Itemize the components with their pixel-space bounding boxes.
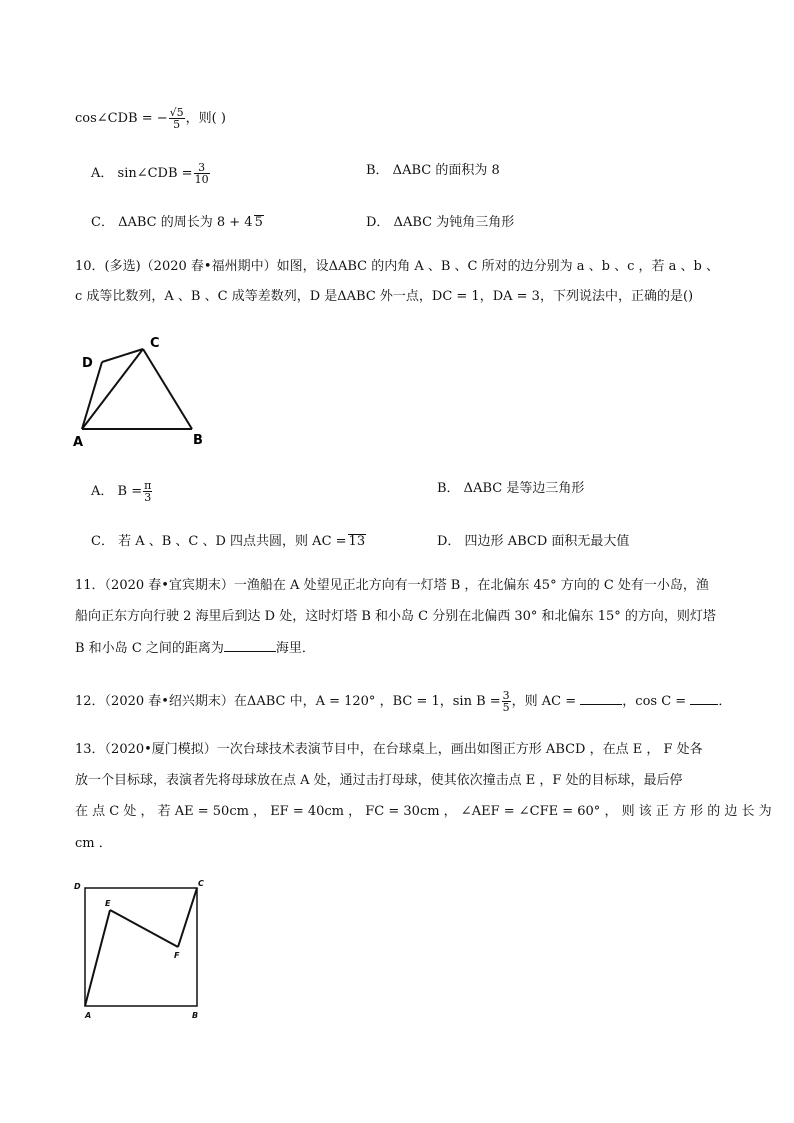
q13-figure — [72, 875, 217, 1025]
q9-option-d: D． ΔABC 为钝角三角形 — [366, 215, 515, 230]
label-d: D — [82, 356, 93, 371]
q13-stem-line4: cm ． — [75, 836, 112, 851]
q9-option-c: C． ΔABC 的周长为 8 + 4 5 — [91, 215, 263, 230]
segment-fc — [178, 888, 197, 947]
segment-ad — [82, 362, 102, 429]
label-b: B — [192, 1011, 199, 1020]
label-c: C — [150, 336, 160, 351]
q9-option-b: B． ΔABC 的面积为 8 — [366, 163, 500, 178]
q10-stem-line1: 10．(多选)（2020 春•福州期中）如图，设ΔABC 的内角 A 、B 、C 所对的边分别为 a 、b 、c ，若 a 、b 、 — [75, 259, 719, 274]
q9-stem-fraction: $\frac{√5}{5}$ — [169, 106, 184, 131]
q9-stem: cos∠CDB = − $\frac{√5}{5}$ ，则( ) — [75, 106, 226, 131]
q13-stem-line2: 放一个目标球，表演者先将母球放在点 A 处，通过击打母球，使其依次撞击点 E ，F 处的目标球，最后停 — [75, 773, 683, 788]
q10-option-a: A． B = $\frac{\pi}{3}$ — [91, 479, 152, 504]
answer-blank[interactable] — [224, 639, 276, 652]
label-a: A — [85, 1011, 92, 1020]
q11-stem-line1: 11．（2020 春•宜宾期末）一渔船在 A 处望见正北方向有一灯塔 B ，在北偏东 45° 方向的 C 处有一小岛，渔 — [75, 578, 709, 593]
label-a: A — [73, 435, 84, 450]
segment-ef — [110, 910, 178, 947]
q11-stem-line2: 船向正东方向行驶 2 海里后到达 D 处，这时灯塔 B 和小岛 C 分别在北偏西 30° 和北偏东 15° 的方向，则灯塔 — [75, 609, 716, 624]
q9-option-a: A． sin∠CDB = $\frac{3}{10}$ — [91, 161, 209, 186]
q12-stem: 12．（2020 春•绍兴期末）在ΔABC 中，A = 120° ，BC = 1，sin B = $\frac{3}{5}$ ，则 AC = ，cos C = ． — [75, 689, 732, 714]
label-f: F — [174, 951, 180, 960]
q10-figure — [70, 330, 220, 450]
q10-option-d: D． 四边形 ABCD 面积无最大值 — [437, 534, 630, 549]
label-b: B — [193, 433, 203, 448]
label-c: C — [198, 879, 204, 888]
q13-stem-line3: 在 点 C 处 ， 若 AE = 50cm ， EF = 40cm ， FC = 30cm ， ∠AEF = ∠CFE = 60° ， 则 该 正 方 形 的 边 长 为 — [75, 804, 772, 819]
segment-cb — [143, 349, 192, 429]
answer-blank-cosc[interactable] — [690, 692, 718, 705]
label-d: D — [74, 882, 81, 891]
square-abcd — [85, 888, 197, 1006]
q10-stem-line2: c 成等比数列，A 、B 、C 成等差数列，D 是ΔABC 外一点，DC = 1，DA = 3，下列说法中，正确的是() — [75, 289, 694, 304]
q10-option-c: C． 若 A 、B 、C 、D 四点共圆，则 AC = 13 — [91, 534, 366, 549]
segment-ae — [85, 910, 110, 1006]
q10-option-b: B． ΔABC 是等边三角形 — [437, 481, 585, 496]
answer-blank-ac[interactable] — [580, 692, 622, 705]
q13-stem-line1: 13．（2020•厦门模拟）一次台球技术表演节目中，在台球桌上，画出如图正方形 ABCD ，在点 E ， F 处各 — [75, 742, 703, 757]
q11-stem-line3: B 和小岛 C 之间的距离为 海里． — [75, 641, 315, 656]
label-e: E — [105, 899, 111, 908]
